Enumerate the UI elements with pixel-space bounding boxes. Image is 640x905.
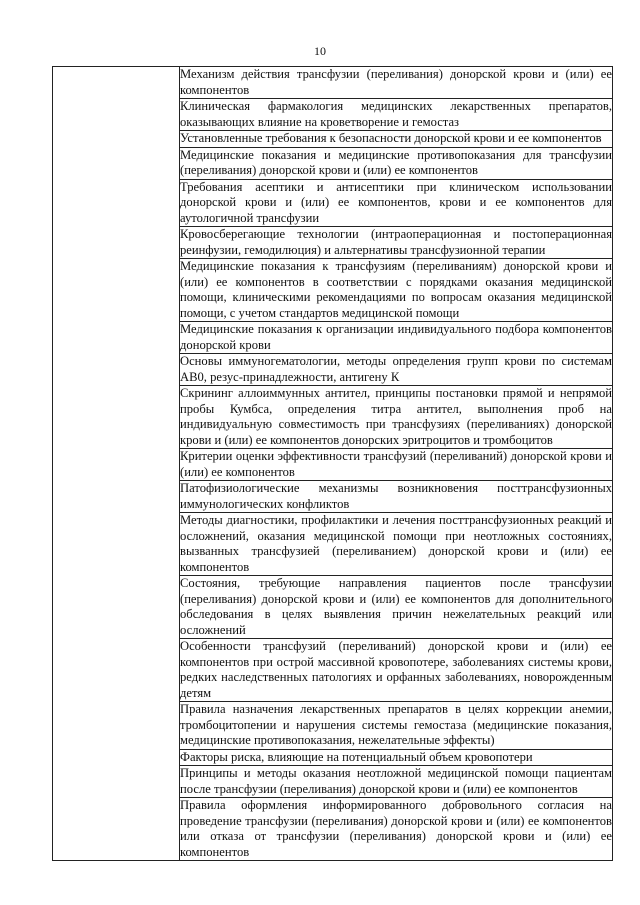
requirement-text: Скрининг аллоиммунных антител, принципы постановки прямой и непрямой пробы Кумбса, определения титра антител, выполнения проб на индивидуальную совместимость при трансфузиях (переливаниях) донорской крови и (или) ее компонентов донорских эритроцитов и тромбоцитов	[180, 386, 612, 447]
requirement-text: Правила назначения лекарственных препаратов в целях коррекции анемии, тромбоцитопении и нарушения системы гемостаза (медицинские показания, медицинские противопоказания, нежелательные эффекты)	[180, 702, 612, 747]
requirement-text: Требования асептики и антисептики при клиническом использовании донорской крови и (или) ее компонентов, крови и ее компонентов для аутологичной трансфузии	[180, 179, 612, 225]
requirement-text: Медицинские показания к организации индивидуального подбора компонентов донорской крови	[180, 322, 612, 352]
requirement-text: Кровосберегающие технологии (интраоперационная и постоперационная реинфузии, гемодилюция) и альтернативы трансфузионной терапии	[180, 227, 612, 257]
requirement-text: Клиническая фармакология медицинских лекарственных препаратов, оказывающих влияние на кроветворение и гемостаз	[180, 99, 612, 129]
table-body	[53, 67, 613, 861]
requirement-text: Принципы и методы оказания неотложной медицинской помощи пациентам после трансфузии (переливания) донорской крови и (или) ее компонентов	[180, 766, 612, 796]
page-number: 10	[314, 44, 326, 58]
table-row	[53, 67, 613, 99]
requirement-text: Факторы риска, влияющие на потенциальный объем кровопотери	[180, 749, 613, 766]
requirement-text: Критерии оценки эффективности трансфузий (переливаний) донорской крови и (или) ее компонентов	[180, 449, 612, 479]
requirement-text: Методы диагностики, профилактики и лечения посттрансфузионных реакций и осложнений, оказания медицинской помощи при неотложных состояниях, вызванных трансфузией (переливанием) донорской крови и (или) ее компонентов	[180, 513, 612, 574]
requirement-text: Медицинские показания и медицинские противопоказания для трансфузии (переливания) донорской крови и (или) ее компонентов	[180, 147, 612, 177]
requirement-text: Медицинские показания к трансфузиям (переливаниям) донорской крови и (или) ее компонентов в соответствии с порядками оказания медицинской помощи, клиническими рекомендациями по вопросам оказания медицинской помощи, с учетом стандартов медицинской помощи	[180, 259, 612, 320]
requirement-text: Механизм действия трансфузии (переливания) донорской крови и (или) ее компонентов	[180, 67, 612, 97]
requirement-text: Установленные требования к безопасности донорской крови и ее компонентов	[180, 131, 613, 148]
requirement-text: Правила оформления информированного добровольного согласия на проведение трансфузии (переливания) донорской крови и (или) ее компонентов или отказа от трансфузии (переливания) донорской крови и (или) ее компонентов	[180, 798, 612, 859]
requirement-text: Основы иммуногематологии, методы определения групп крови по системам АВ0, резус-принадлежности, антигену К	[180, 354, 612, 384]
label-column-cell	[53, 67, 180, 861]
requirement-text: Патофизиологические механизмы возникновения посттрансфузионных иммунологических конфликтов	[180, 481, 612, 511]
requirement-text: Особенности трансфузий (переливаний) донорской крови и (или) ее компонентов при острой массивной кровопотере, заболеваниях системы крови, редких наследственных патологиях и орфанных заболеваниях, новорожденным детям	[180, 639, 612, 700]
requirement-text: Состояния, требующие направления пациентов после трансфузии (переливания) донорской крови и (или) ее компонентов для дополнительного обследования в целях выявления причин нежелательных реакций или осложнений	[180, 576, 612, 637]
knowledge-requirements-table	[52, 66, 613, 861]
